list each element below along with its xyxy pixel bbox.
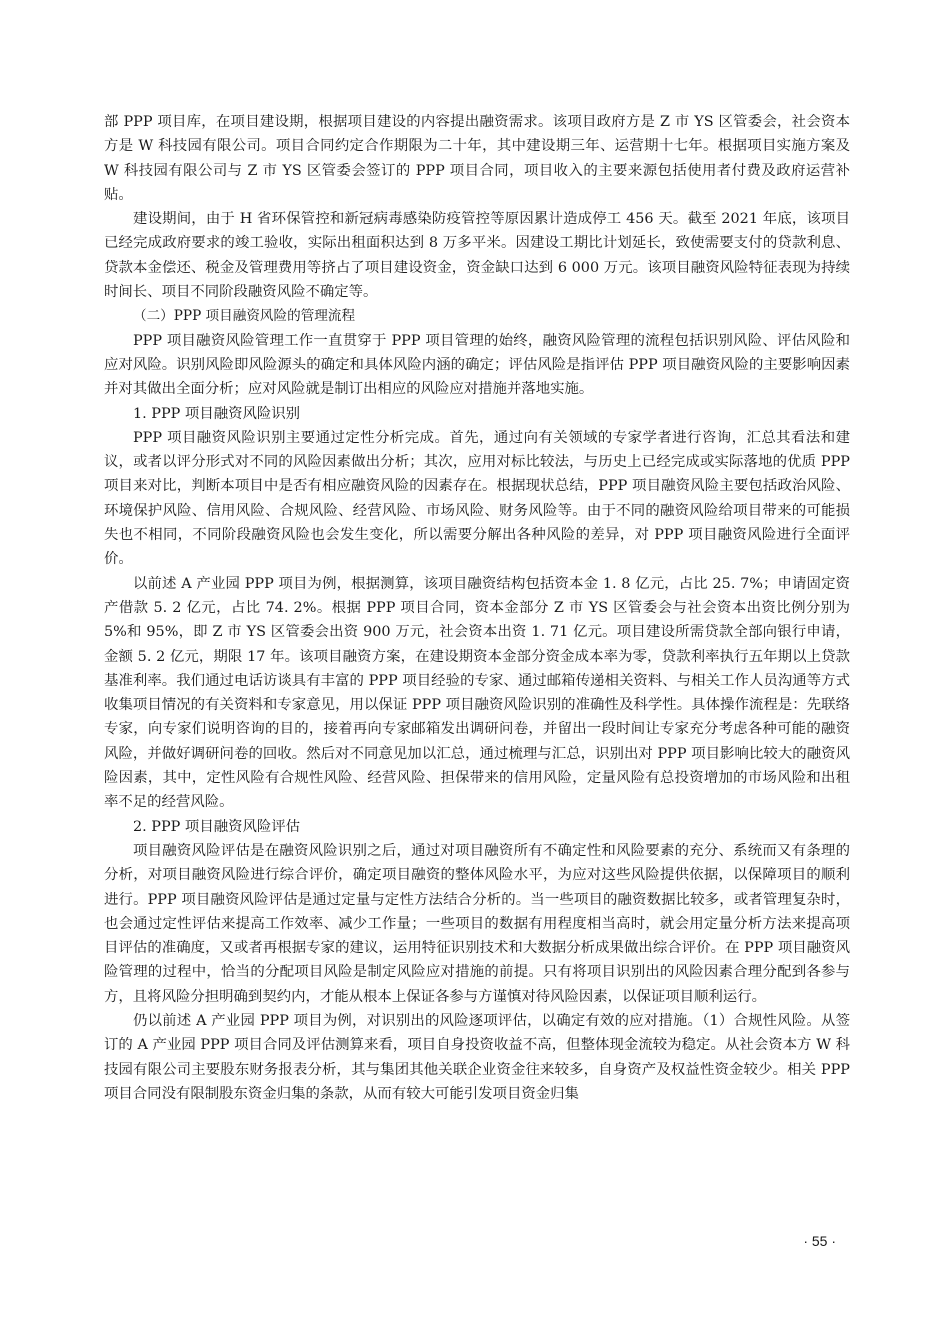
paragraph: 仍以前述 A 产业园 PPP 项目为例，对识别出的风险逐项评估，以确定有效的应对措施。（1）合规性风险。从签订的 A 产业园 PPP 项目合同及评估测算来看，项目自身投资收益不高，但整体现金流较为稳定。从社会资本方 W 科技园有限公司主要股东财务报表分析，其与集团其他关联企业资金往来较多，自身资产及权益性资金较少。相关 PPP 项目合同没有限制股东资金归集的条款，从而有较大可能引发项目资金归集	[104, 1012, 850, 1102]
article-body	[104, 110, 850, 1106]
paragraph: PPP 项目融资风险识别主要通过定性分析完成。首先，通过向有关领域的专家学者进行咨询，汇总其看法和建议，或者以评分形式对不同的风险因素做出分析；其次，应用对标比较法，与历史上已经完成或实际落地的优质 PPP 项目来对比，判断本项目中是否有相应融资风险的因素存在。根据现状总结，PPP 项目融资风险主要包括政治风险、环境保护风险、信用风险、合规风险、经营风险、市场风险、财务风险等。由于不同的融资风险给项目带来的可能损失也不相同，不同阶段融资风险也会发生变化，所以需要分解出各种风险的差异，对 PPP 项目融资风险进行全面评价。	[104, 429, 850, 568]
paragraph: 部 PPP 项目库，在项目建设期，根据项目建设的内容提出融资需求。该项目政府方是 Z 市 YS 区管委会，社会资本方是 W 科技园有限公司。项目合同约定合作期限为二十年，其中建设期三年、运营期十七年。根据项目实施方案及 W 科技园有限公司与 Z 市 YS 区管委会签订的 PPP 项目合同，项目收入的主要来源包括使用者付费及政府运营补贴。	[104, 114, 850, 203]
paragraph: 建设期间，由于 H 省环保管控和新冠病毒感染防疫管控等原因累计造成停工 456 天。截至 2021 年底，该项目已经完成政府要求的竣工验收，实际出租面积达到 8 万多平米。因建设工期比计划延长，致使需要支付的贷款利息、贷款本金偿还、税金及管理费用等挤占了项目建设资金，资金缺口达到 6 000 万元。该项目融资风险特征表现为持续时间长、项目不同阶段融资风险不确定等。	[104, 211, 850, 301]
paragraph: 项目融资风险评估是在融资风险识别之后，通过对项目融资所有不确定性和风险要素的充分、系统而又有条理的分析，对项目融资风险进行综合评价，确定项目融资的整体风险水平，为应对这些风险提供依据，以保障项目的顺利进行。PPP 项目融资风险评估是通过定量与定性方法结合分析的。当一些项目的融资数据比较多，或者管理复杂时，也会通过定性评估来提高工作效率、减少工作量；一些项目的数据有用程度相当高时，就会用定量分析方法来提高项目评估的准确度，又或者再根据专家的建议，运用特征识别技术和大数据分析成果做出综合评价。在 PPP 项目融资风险管理的过程中，恰当的分配项目风险是制定风险应对措施的前提。只有将项目识别出的风险因素合理分配到各参与方，且将风险分担明确到契约内，才能从根本上保证各参与方谨慎对待风险因素，以保证项目顺利运行。	[104, 842, 850, 1005]
section-heading: （二）PPP 项目融资风险的管理流程	[133, 308, 356, 325]
paragraph: 以前述 A 产业园 PPP 项目为例，根据测算，该项目融资结构包括资本金 1. 8 亿元，占比 25. 7%；申请固定资产借款 5. 2 亿元，占比 74. 2%。根据 PPP 项目合同，资本金部分 Z 市 YS 区管委会与社会资本出资比例分别为 5%和 95%，即 Z 市 YS 区管委会出资 900 万元，社会资本出资 1. 71 亿元。项目建设所需贷款全部向银行申请，金额 5. 2 亿元，期限 17 年。该项目融资方案，在建设期资本金部分资金成本率为零，贷款利率执行五年期以上贷款基准利率。我们通过电话访谈具有丰富的 PPP 项目经验的专家、通过邮箱传递相关资料、与相关工作人员沟通等方式收集项目情况的有关资料和专家意见，用以保证 PPP 项目融资风险识别的准确性及科学性。具体操作流程是：先联络专家，向专家们说明咨询的目的，接着再向专家邮箱发出调研问卷，并留出一段时间让专家充分考虑各种可能的融资风险，并做好调研问卷的回收。然后对不同意见加以汇总，通过梳理与汇总，识别出对 PPP 项目影响比较大的融资风险因素，其中，定性风险有合规性风险、经营风险、担保带来的信用风险，定量风险有总投资增加的市场风险和出租率不足的经营风险。	[104, 575, 850, 811]
paragraph: PPP 项目融资风险管理工作一直贯穿于 PPP 项目管理的始终，融资风险管理的流程包括识别风险、评估风险和应对风险。识别风险即风险源头的确定和具体风险内涵的确定；评估风险是指评估 PPP 项目融资风险的主要影响因素并对其做出全面分析；应对风险就是制订出相应的风险应对措施并落地实施。	[104, 332, 850, 398]
subsection-heading: 1. PPP 项目融资风险识别	[133, 405, 301, 422]
page-number: · 55 ·	[803, 1233, 836, 1249]
subsection-heading: 2. PPP 项目融资风险评估	[133, 818, 301, 835]
